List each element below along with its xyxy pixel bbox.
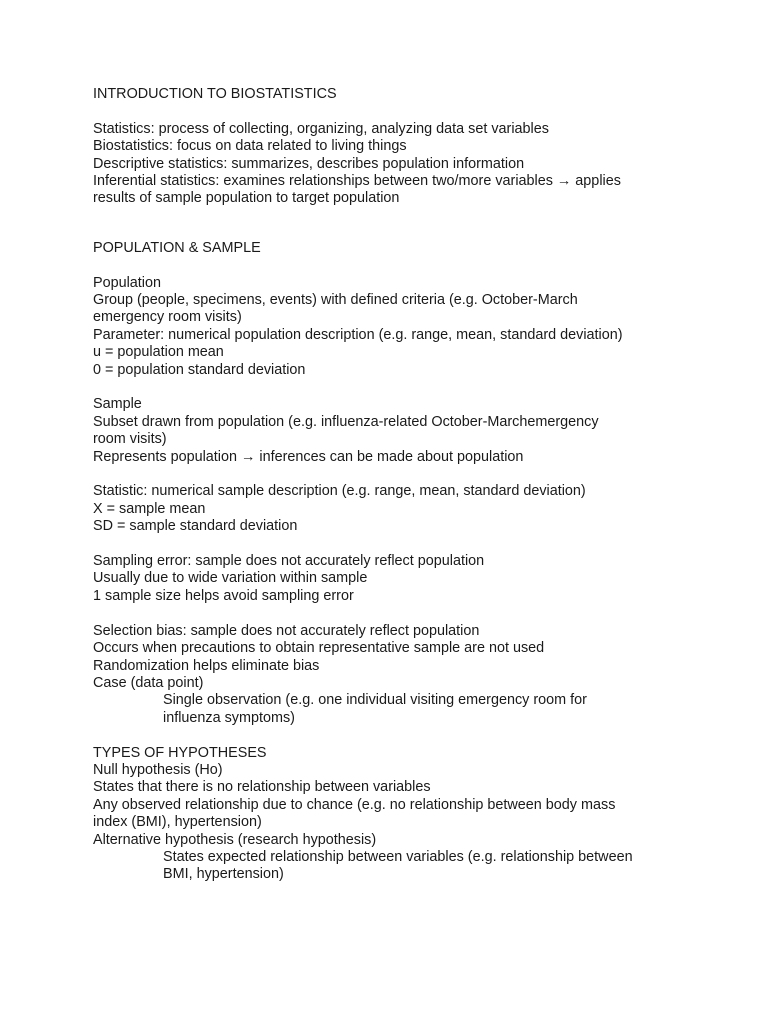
text-line: SD = sample standard deviation <box>93 518 298 535</box>
spacer <box>93 208 733 240</box>
text-line: Descriptive statistics: summarizes, describes population information <box>93 155 525 172</box>
text-line: index (BMI), hypertension) <box>93 814 262 831</box>
text-line: Alternative hypothesis (research hypothesis) <box>93 831 377 848</box>
page-title: INTRODUCTION TO BIOSTATISTICS <box>93 86 337 102</box>
section-heading-hypotheses: TYPES OF HYPOTHESES <box>93 744 267 761</box>
text-line: room visits) <box>93 431 167 448</box>
text-line: Biostatistics: focus on data related to living things <box>93 138 407 155</box>
spacer <box>93 379 733 396</box>
sampling-error-block <box>93 553 733 605</box>
statistic-block <box>93 483 733 535</box>
spacer <box>93 103 733 120</box>
spacer <box>93 605 733 622</box>
indented-text-line: States expected relationship between variables (e.g. relationship between <box>163 848 633 865</box>
indented-text-line: influenza symptoms) <box>163 709 295 726</box>
text-line: Sampling error: sample does not accurately reflect population <box>93 553 485 570</box>
spacer <box>93 466 733 483</box>
hypotheses-block <box>93 762 733 884</box>
indented-text-line: BMI, hypertension) <box>163 866 284 883</box>
spacer <box>93 257 733 274</box>
text-line: Selection bias: sample does not accurately reflect population <box>93 622 480 639</box>
section-heading-population-sample: POPULATION & SAMPLE <box>93 239 261 256</box>
text-line: States that there is no relationship between variables <box>93 779 431 796</box>
spacer <box>93 536 733 553</box>
text-line: Sample <box>93 396 142 413</box>
document-page <box>93 86 733 884</box>
text-line: Usually due to wide variation within sample <box>93 570 368 587</box>
population-block <box>93 275 733 379</box>
selection-bias-block <box>93 623 733 727</box>
text-line: X = sample mean <box>93 500 206 517</box>
text-line: Inferential statistics: examines relationships between two/more variables → applies <box>93 173 621 190</box>
text-line: Statistics: process of collecting, organizing, analyzing data set variables <box>93 120 549 137</box>
spacer <box>93 727 733 744</box>
text-line: Group (people, specimens, events) with defined criteria (e.g. October-March <box>93 292 578 309</box>
indented-text-line: Single observation (e.g. one individual visiting emergency room for <box>163 692 587 709</box>
text-line: u = population mean <box>93 344 224 361</box>
text-line: 1 sample size helps avoid sampling error <box>93 587 354 604</box>
text-line: Case (data point) <box>93 674 204 691</box>
text-line: Null hypothesis (Ho) <box>93 761 223 778</box>
intro-block <box>93 121 733 208</box>
text-line: Randomization helps eliminate bias <box>93 657 320 674</box>
sample-block <box>93 396 733 466</box>
text-line: Population <box>93 274 162 291</box>
text-line: Represents population → inferences can be made about population <box>93 448 524 465</box>
text-line: results of sample population to target population <box>93 190 400 207</box>
text-line: emergency room visits) <box>93 309 242 326</box>
text-line: Parameter: numerical population description (e.g. range, mean, standard deviation) <box>93 326 623 343</box>
text-line: Occurs when precautions to obtain representative sample are not used <box>93 640 545 657</box>
text-line: Any observed relationship due to chance (e.g. no relationship between body mass <box>93 796 616 813</box>
text-line: Statistic: numerical sample description (e.g. range, mean, standard deviation) <box>93 483 586 500</box>
text-line: Subset drawn from population (e.g. influenza-related October-Marchemergency <box>93 413 599 430</box>
text-line: 0 = population standard deviation <box>93 361 306 378</box>
